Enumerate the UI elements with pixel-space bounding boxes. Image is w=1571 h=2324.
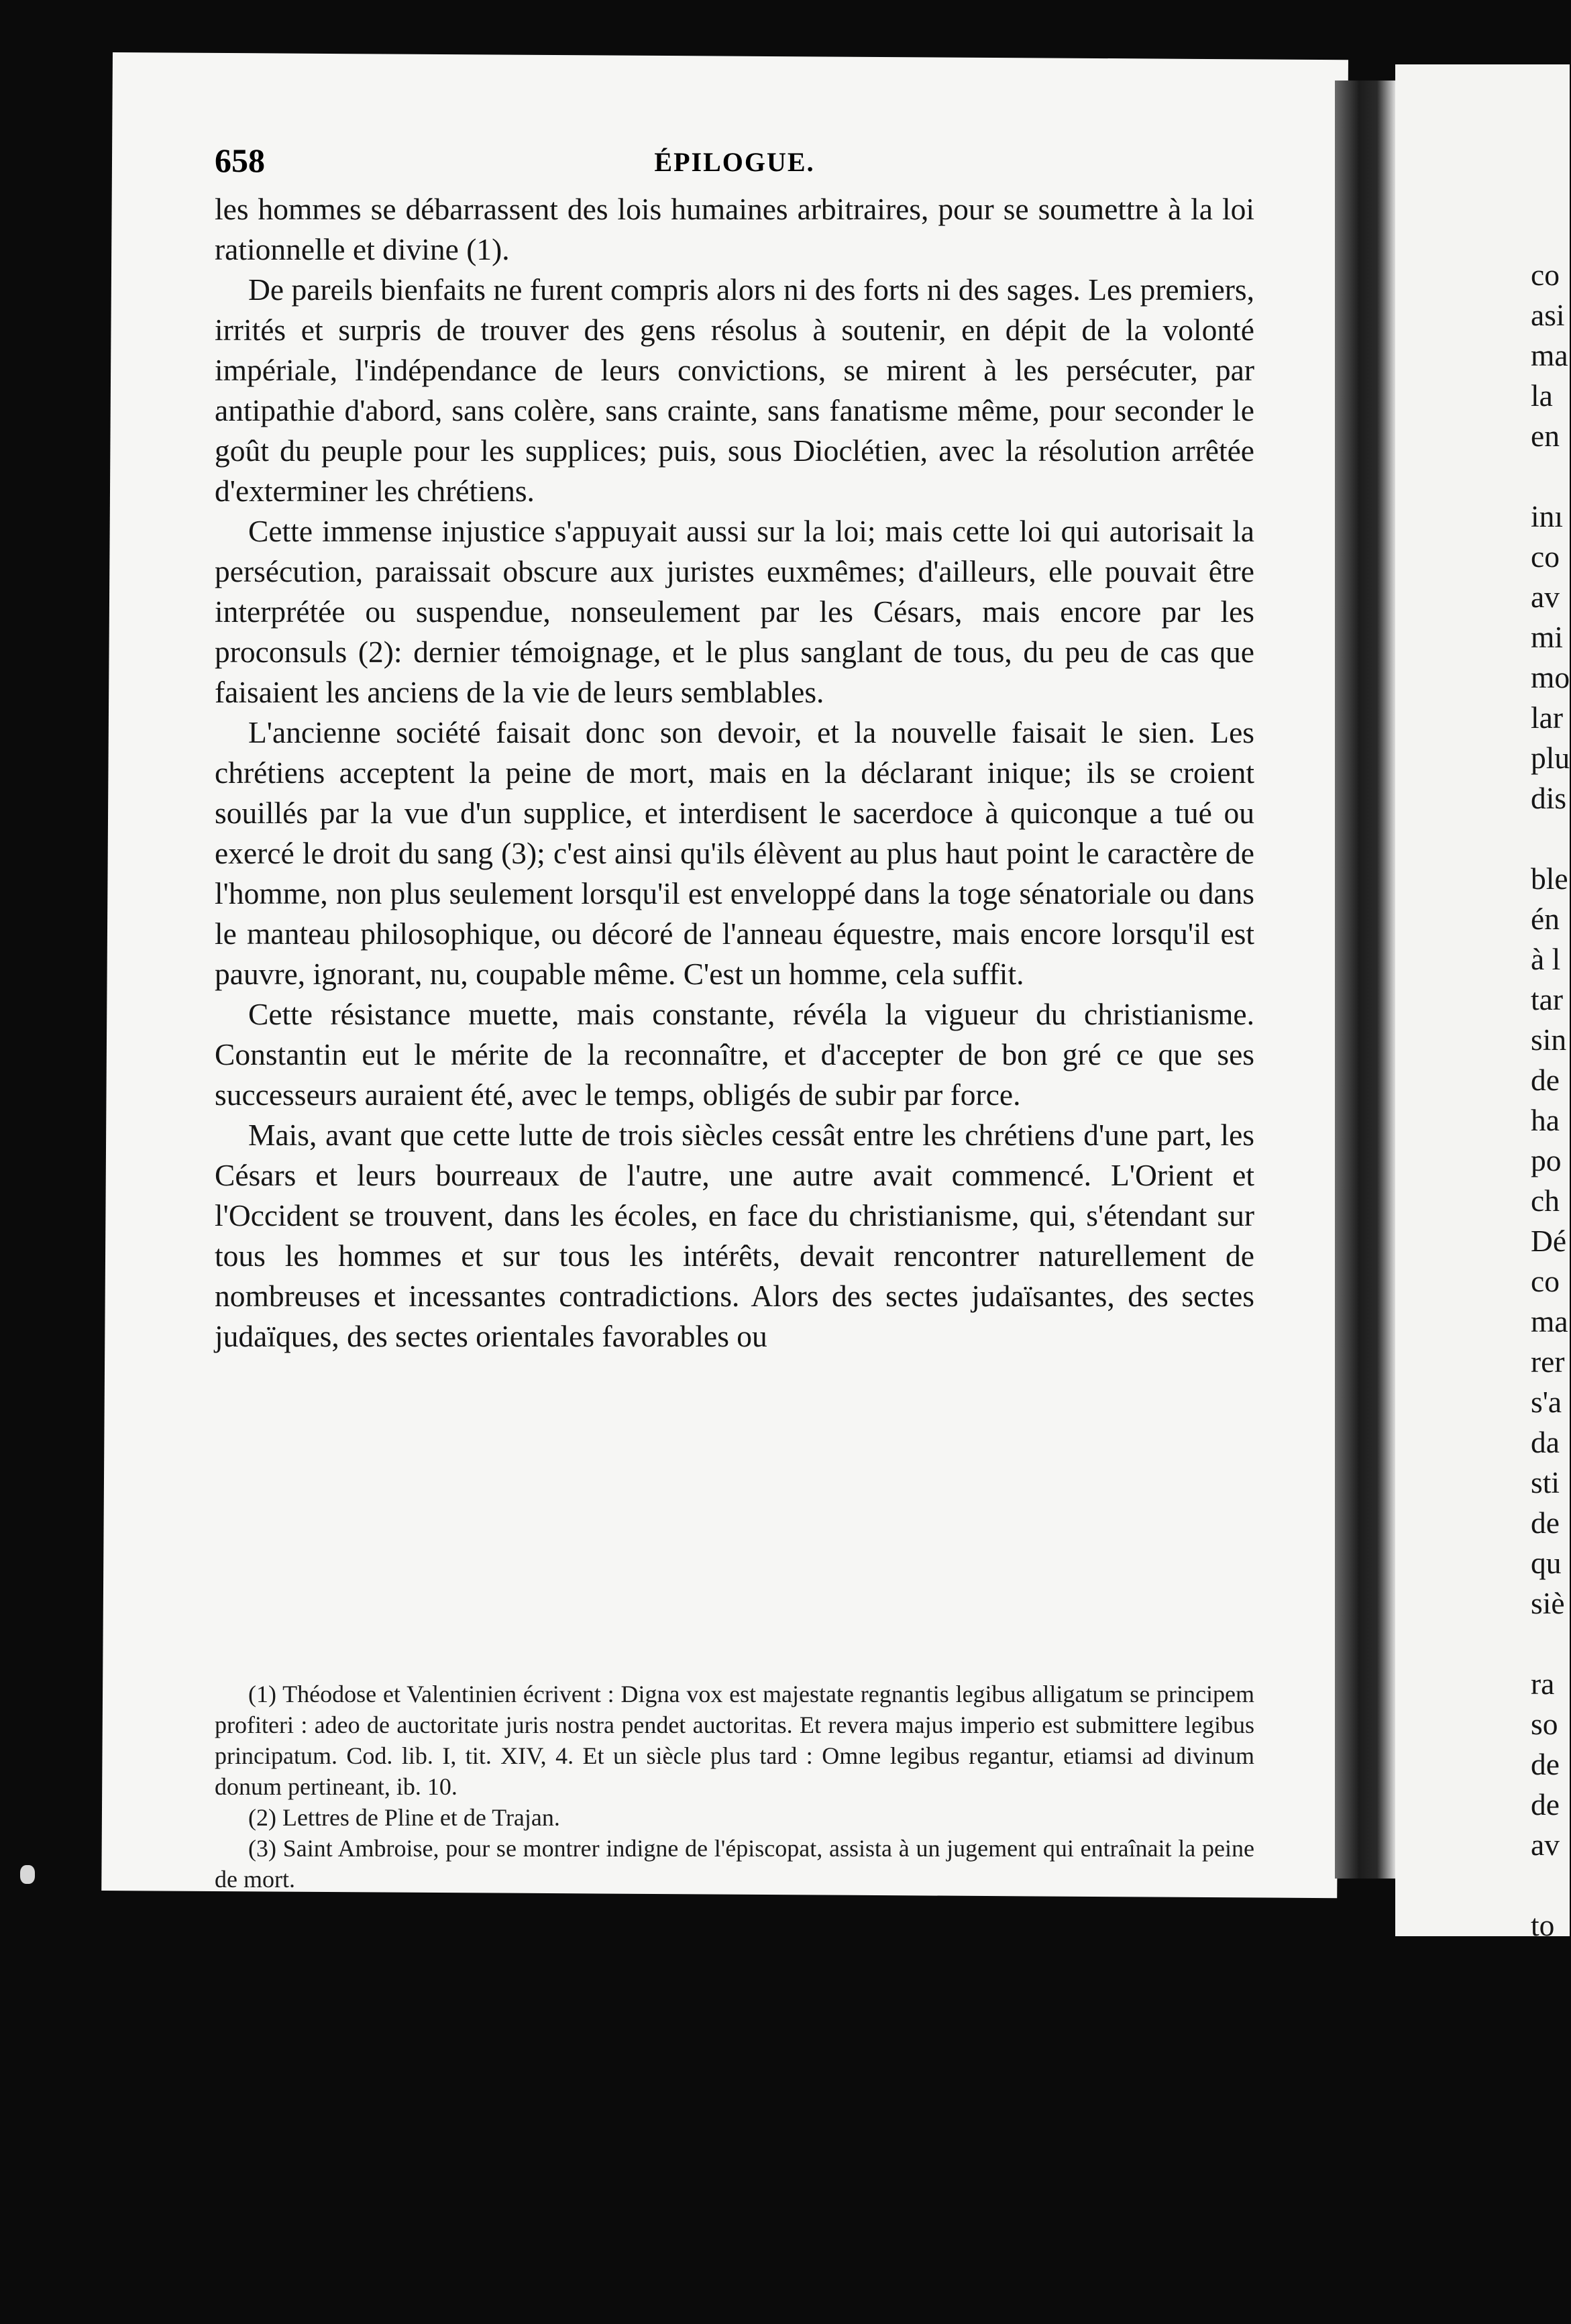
footnote: (1) Théodose et Valentinien écrivent : Digna vox est majestate regnantis legibus alligatum se principem profiteri : adeo de auctoritate juris nostra pendet auctoritas. Et revera majus imperio est submittere legibus principatum. Cod. lib. I, tit. XIV, 4. Et un siècle plus tard : Omne legibus regantur, etiamsi ad divinum donum pertineant, ib. 10.: [215, 1681, 1254, 1800]
facing-page-line: de: [1531, 1787, 1560, 1821]
facing-page-line: dis: [1531, 781, 1567, 815]
facing-page-line: ble: [1531, 861, 1568, 896]
facing-page-line: la: [1531, 378, 1553, 413]
facing-page-line: plu: [1531, 741, 1570, 775]
facing-page-line: ma: [1531, 1304, 1568, 1338]
facing-page-line: sin: [1531, 1022, 1567, 1057]
paragraph: Mais, avant que cette lutte de trois siècles cessât entre les chrétiens d'une part, les Césars et leurs bourreaux de l'autre, une autre avait commencé. L'Orient et l'Occident se trouvent, dans les écoles, en face du christianisme, qui, s'étendant sur tous les hommes et sur tous les intérêts, devait rencontrer naturellement de nombreuses et incessantes contradictions. Alors des sectes judaïsantes, des sectes judaïques, des sectes orientales favorables ou: [215, 1118, 1254, 1353]
facing-page-gap: [1531, 818, 1571, 859]
facing-page-line: ra: [1531, 1667, 1555, 1701]
paragraph: L'ancienne société faisait donc son devoir, et la nouvelle faisait le sien. Les chrétiens acceptent la peine de mort, mais en la déclarant inique; ils se croient souillés par la vue d'un supplice, et interdisent le sacerdoce à quiconque a tué ou exercé le droit du sang (3); c'est ainsi qu'ils élèvent au plus haut point le caractère de l'homme, non plus seulement lorsqu'il est enveloppé dans la toge sénatoriale ou dans le manteau philosophique, ou décoré de l'anneau équestre, mais encore lorsqu'il est pauvre, ignorant, nu, coupable même. C'est un homme, cela suffit.: [215, 715, 1254, 991]
facing-page-gap: [1531, 1624, 1571, 1664]
facing-page-line: so: [1531, 1707, 1558, 1741]
facing-page-line: co: [1531, 1264, 1560, 1298]
facing-page-line: qu: [1531, 1546, 1562, 1580]
body-text: [215, 189, 1254, 1357]
footnote: (3) Saint Ambroise, pour se montrer indigne de l'épiscopat, assista à un jugement qui entraînait la peine de mort.: [215, 1835, 1254, 1893]
running-head: ÉPILOGUE.: [654, 147, 815, 177]
scan-speck: [20, 1865, 35, 1884]
facing-page-gap: [1531, 456, 1571, 496]
facing-page-line: ha: [1531, 1103, 1560, 1137]
facing-page-line: ma: [1531, 338, 1568, 372]
facing-page-line: av: [1531, 580, 1560, 614]
facing-page-line: mo: [1531, 660, 1570, 694]
paragraph: De pareils bienfaits ne furent compris alors ni des forts ni des sages. Les premiers, irrités et surpris de trouver des gens résolus à soutenir, en dépit de la volonté impériale, l'indépendance de leurs convictions, se mirent à les persécuter, par antipathie d'abord, sans colère, sans crainte, sans fanatisme même, pour seconder le goût du peuple pour les supplices; puis, sous Dioclétien, avec la résolution arrêtée d'exterminer les chrétiens.: [215, 272, 1254, 508]
facing-page-line: de: [1531, 1747, 1560, 1781]
facing-page-line: av: [1531, 1828, 1560, 1862]
facing-page-line: da: [1531, 1425, 1560, 1459]
facing-page-gap: [1531, 1865, 1571, 1905]
facing-page-line: mi: [1531, 620, 1564, 654]
facing-page-line: Dé: [1531, 1224, 1567, 1258]
page-number: 658: [215, 142, 265, 179]
footnote: (2) Lettres de Pline et de Trajan.: [248, 1804, 560, 1831]
facing-page-line: co: [1531, 258, 1560, 292]
facing-page-line: de: [1531, 1063, 1560, 1097]
paragraph: Cette immense injustice s'appuyait aussi sur la loi; mais cette loi qui autorisait la persécution, paraissait obscure aux juristes euxmêmes; d'ailleurs, elle pouvait être interprétée ou suspendue, nonseulement par les Césars, mais encore par les proconsuls (2): dernier témoignage, et le plus sanglant de tous, du peu de cas que faisaient les anciens de la vie de leurs semblables.: [215, 514, 1254, 709]
facing-page-line: de: [1531, 1506, 1560, 1540]
facing-page-line: en: [1531, 419, 1560, 453]
paragraph: les hommes se débarrassent des lois humaines arbitraires, pour se soumettre à la loi rationnelle et divine (1).: [215, 192, 1254, 266]
facing-page-line: s'a: [1531, 1385, 1562, 1419]
facing-page-line: siè: [1531, 1586, 1565, 1620]
facing-page-line: inı: [1531, 499, 1564, 533]
facing-page-line: sti: [1531, 1465, 1560, 1499]
paragraph: Cette résistance muette, mais constante, révéla la vigueur du christianisme. Constantin eut le mérite de la reconnaître, et d'accepter de bon gré ce que ses successeurs auraient été, avec le temps, obligés de subir par force.: [215, 997, 1254, 1112]
footnotes: [215, 1679, 1254, 1895]
facing-page-line: lar: [1531, 700, 1563, 735]
facing-page-line: asi: [1531, 298, 1565, 332]
facing-page-text: [1531, 255, 1571, 1946]
facing-page-line: to: [1531, 1908, 1555, 1942]
facing-page-line: à l: [1531, 942, 1561, 976]
facing-page-line: én: [1531, 902, 1560, 936]
facing-page-line: co: [1531, 539, 1560, 574]
book-gutter: [1335, 81, 1395, 1879]
facing-page-line: po: [1531, 1143, 1562, 1177]
facing-page-line: tar: [1531, 982, 1563, 1016]
facing-page-line: ch: [1531, 1183, 1560, 1218]
facing-page-line: rer: [1531, 1344, 1565, 1379]
